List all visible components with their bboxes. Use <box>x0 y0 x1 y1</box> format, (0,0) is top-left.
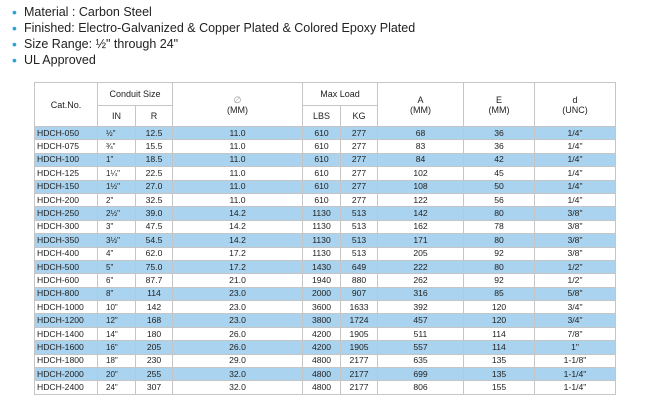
cell-cat-no: HDCH-250 <box>35 207 98 220</box>
cell-lbs: 4800 <box>303 354 341 367</box>
cell-kg: 277 <box>341 193 378 206</box>
cell-r: 230 <box>136 354 173 367</box>
bullet-icon: • <box>12 52 17 68</box>
table-row <box>35 247 616 260</box>
cell-a: 102 <box>378 167 464 180</box>
cell-r: 114 <box>136 287 173 300</box>
cell-in: 12" <box>98 314 136 327</box>
header-d-unit: (UNC) <box>562 104 588 115</box>
cell-lbs: 1130 <box>303 220 341 233</box>
cell-in: 14" <box>98 327 136 340</box>
feature-item <box>12 4 415 20</box>
cell-e: 80 <box>464 260 535 273</box>
cell-cat-no: HDCH-1000 <box>35 301 98 314</box>
cell-lbs: 3600 <box>303 301 341 314</box>
header-e-unit: (MM) <box>488 104 510 115</box>
feature-text: Material : Carbon Steel <box>24 5 152 19</box>
cell-e: 120 <box>464 314 535 327</box>
cell-lbs: 1430 <box>303 260 341 273</box>
cell-r: 205 <box>136 341 173 354</box>
cell-d: 3/8" <box>535 234 616 247</box>
feature-list <box>12 4 415 68</box>
cell-d: 1/4" <box>535 140 616 153</box>
cell-in: 1½" <box>98 180 136 193</box>
cell-a: 392 <box>378 301 464 314</box>
header-max-load: Max Load <box>303 83 378 106</box>
table-row <box>35 381 616 394</box>
cell-in: 18" <box>98 354 136 367</box>
cell-kg: 880 <box>341 274 378 287</box>
cell-lbs: 1130 <box>303 247 341 260</box>
cell-lbs: 610 <box>303 167 341 180</box>
cell-e: 80 <box>464 207 535 220</box>
cell-d: 1/4" <box>535 167 616 180</box>
table-row <box>35 274 616 287</box>
cell-a: 635 <box>378 354 464 367</box>
cell-cat-no: HDCH-200 <box>35 193 98 206</box>
cell-lbs: 610 <box>303 153 341 166</box>
cell-cat-no: HDCH-150 <box>35 180 98 193</box>
feature-item <box>12 20 415 36</box>
cell-e: 120 <box>464 301 535 314</box>
cell-d: 3/4" <box>535 314 616 327</box>
cell-lbs: 4200 <box>303 341 341 354</box>
cell-a: 68 <box>378 127 464 140</box>
cell-in: 2" <box>98 193 136 206</box>
cell-d: 1/4" <box>535 193 616 206</box>
cell-a: 84 <box>378 153 464 166</box>
cell-kg: 2177 <box>341 368 378 381</box>
header-cat-no: Cat.No. <box>35 83 98 127</box>
table-row <box>35 220 616 233</box>
diameter-unit: (MM) <box>227 104 248 115</box>
cell-in: 16" <box>98 341 136 354</box>
cell-d: 7/8" <box>535 327 616 340</box>
cell-r: 47.5 <box>136 220 173 233</box>
cell-e: 56 <box>464 193 535 206</box>
cell-r: 180 <box>136 327 173 340</box>
cell-diameter: 32.0 <box>173 368 303 381</box>
cell-d: 1-1/4" <box>535 381 616 394</box>
header-d <box>535 83 616 127</box>
cell-lbs: 610 <box>303 127 341 140</box>
cell-r: 15.5 <box>136 140 173 153</box>
spec-table-body <box>35 127 616 395</box>
cell-lbs: 610 <box>303 193 341 206</box>
cell-kg: 1905 <box>341 327 378 340</box>
cell-e: 78 <box>464 220 535 233</box>
cell-a: 122 <box>378 193 464 206</box>
header-kg: KG <box>341 106 378 127</box>
cell-r: 39.0 <box>136 207 173 220</box>
cell-diameter: 14.2 <box>173 207 303 220</box>
cell-diameter: 23.0 <box>173 287 303 300</box>
cell-a: 557 <box>378 341 464 354</box>
table-row <box>35 140 616 153</box>
cell-kg: 1905 <box>341 341 378 354</box>
cell-diameter: 11.0 <box>173 153 303 166</box>
cell-diameter: 11.0 <box>173 167 303 180</box>
cell-a: 222 <box>378 260 464 273</box>
cell-d: 3/8" <box>535 220 616 233</box>
cell-diameter: 21.0 <box>173 274 303 287</box>
cell-r: 142 <box>136 301 173 314</box>
cell-in: 24" <box>98 381 136 394</box>
cell-lbs: 3800 <box>303 314 341 327</box>
cell-r: 168 <box>136 314 173 327</box>
cell-kg: 277 <box>341 127 378 140</box>
cell-kg: 1724 <box>341 314 378 327</box>
header-conduit-size: Conduit Size <box>98 83 173 106</box>
table-row <box>35 301 616 314</box>
table-row <box>35 314 616 327</box>
cell-in: 8" <box>98 287 136 300</box>
cell-diameter: 11.0 <box>173 127 303 140</box>
cell-r: 307 <box>136 381 173 394</box>
cell-lbs: 1940 <box>303 274 341 287</box>
cell-d: 1/4" <box>535 127 616 140</box>
cell-lbs: 4800 <box>303 368 341 381</box>
bullet-icon: • <box>12 36 17 52</box>
cell-in: 10" <box>98 301 136 314</box>
cell-r: 32.5 <box>136 193 173 206</box>
cell-cat-no: HDCH-050 <box>35 127 98 140</box>
cell-diameter: 26.0 <box>173 327 303 340</box>
table-row <box>35 260 616 273</box>
cell-r: 62.0 <box>136 247 173 260</box>
cell-in: 6" <box>98 274 136 287</box>
cell-kg: 2177 <box>341 381 378 394</box>
cell-in: 2½" <box>98 207 136 220</box>
cell-d: 1/4" <box>535 153 616 166</box>
cell-diameter: 11.0 <box>173 180 303 193</box>
cell-diameter: 17.2 <box>173 260 303 273</box>
cell-d: 5/8" <box>535 287 616 300</box>
header-e <box>464 83 535 127</box>
header-in: IN <box>98 106 136 127</box>
cell-kg: 907 <box>341 287 378 300</box>
cell-r: 18.5 <box>136 153 173 166</box>
cell-cat-no: HDCH-2000 <box>35 368 98 381</box>
feature-item <box>12 52 415 68</box>
table-row <box>35 327 616 340</box>
cell-kg: 513 <box>341 220 378 233</box>
cell-d: 1-1/4" <box>535 368 616 381</box>
cell-a: 806 <box>378 381 464 394</box>
cell-a: 83 <box>378 140 464 153</box>
feature-text: Size Range: ½" through 24" <box>24 37 179 51</box>
cell-kg: 513 <box>341 247 378 260</box>
cell-e: 114 <box>464 327 535 340</box>
cell-kg: 1633 <box>341 301 378 314</box>
cell-d: 3/8" <box>535 247 616 260</box>
header-a-unit: (MM) <box>410 104 431 115</box>
feature-text: Finished: Electro-Galvanized & Copper Plated & Colored Epoxy Plated <box>24 21 416 35</box>
cell-e: 80 <box>464 234 535 247</box>
header-a-label: A <box>417 94 424 105</box>
cell-a: 162 <box>378 220 464 233</box>
cell-cat-no: HDCH-400 <box>35 247 98 260</box>
header-a <box>378 83 464 127</box>
cell-kg: 513 <box>341 234 378 247</box>
cell-r: 54.5 <box>136 234 173 247</box>
cell-in: 5" <box>98 260 136 273</box>
cell-a: 142 <box>378 207 464 220</box>
bullet-icon: • <box>12 20 17 36</box>
cell-cat-no: HDCH-2400 <box>35 381 98 394</box>
header-e-label: E <box>495 94 502 105</box>
cell-a: 171 <box>378 234 464 247</box>
header-lbs: LBS <box>303 106 341 127</box>
table-row <box>35 287 616 300</box>
cell-kg: 513 <box>341 207 378 220</box>
cell-kg: 277 <box>341 140 378 153</box>
cell-e: 50 <box>464 180 535 193</box>
cell-cat-no: HDCH-350 <box>35 234 98 247</box>
cell-cat-no: HDCH-800 <box>35 287 98 300</box>
cell-diameter: 14.2 <box>173 234 303 247</box>
cell-d: 1/4" <box>535 180 616 193</box>
cell-e: 36 <box>464 127 535 140</box>
table-row <box>35 368 616 381</box>
cell-kg: 649 <box>341 260 378 273</box>
table-row <box>35 167 616 180</box>
cell-e: 85 <box>464 287 535 300</box>
cell-cat-no: HDCH-1400 <box>35 327 98 340</box>
cell-in: 20" <box>98 368 136 381</box>
header-diameter <box>173 83 303 127</box>
cell-e: 135 <box>464 354 535 367</box>
header-d-label: d <box>572 94 578 105</box>
cell-in: 3" <box>98 220 136 233</box>
cell-in: 1" <box>98 153 136 166</box>
cell-diameter: 29.0 <box>173 354 303 367</box>
cell-a: 511 <box>378 327 464 340</box>
cell-lbs: 2000 <box>303 287 341 300</box>
cell-in: 3½" <box>98 234 136 247</box>
cell-cat-no: HDCH-1200 <box>35 314 98 327</box>
cell-cat-no: HDCH-1800 <box>35 354 98 367</box>
cell-in: 1¼" <box>98 167 136 180</box>
cell-r: 27.0 <box>136 180 173 193</box>
cell-d: 3/8" <box>535 207 616 220</box>
cell-diameter: 11.0 <box>173 140 303 153</box>
cell-e: 92 <box>464 247 535 260</box>
cell-diameter: 17.2 <box>173 247 303 260</box>
cell-e: 42 <box>464 153 535 166</box>
cell-kg: 277 <box>341 167 378 180</box>
spec-table <box>34 82 616 395</box>
cell-in: 4" <box>98 247 136 260</box>
cell-e: 45 <box>464 167 535 180</box>
table-row <box>35 153 616 166</box>
cell-lbs: 610 <box>303 180 341 193</box>
header-r: R <box>136 106 173 127</box>
cell-kg: 2177 <box>341 354 378 367</box>
cell-lbs: 4200 <box>303 327 341 340</box>
cell-d: 3/4" <box>535 301 616 314</box>
cell-lbs: 1130 <box>303 207 341 220</box>
table-row <box>35 127 616 140</box>
cell-a: 108 <box>378 180 464 193</box>
cell-diameter: 11.0 <box>173 193 303 206</box>
cell-d: 1-1/8" <box>535 354 616 367</box>
cell-in: ½" <box>98 127 136 140</box>
cell-cat-no: HDCH-600 <box>35 274 98 287</box>
bullet-icon: • <box>12 4 17 20</box>
table-row <box>35 354 616 367</box>
cell-e: 155 <box>464 381 535 394</box>
cell-r: 87.7 <box>136 274 173 287</box>
cell-d: 1/2" <box>535 274 616 287</box>
cell-diameter: 23.0 <box>173 301 303 314</box>
cell-cat-no: HDCH-100 <box>35 153 98 166</box>
cell-d: 1" <box>535 341 616 354</box>
feature-text: UL Approved <box>24 53 96 67</box>
cell-a: 262 <box>378 274 464 287</box>
cell-e: 36 <box>464 140 535 153</box>
cell-cat-no: HDCH-1600 <box>35 341 98 354</box>
cell-r: 22.5 <box>136 167 173 180</box>
diameter-symbol: ∅ <box>233 94 242 105</box>
cell-diameter: 32.0 <box>173 381 303 394</box>
table-row <box>35 193 616 206</box>
table-row <box>35 341 616 354</box>
cell-e: 114 <box>464 341 535 354</box>
feature-item <box>12 36 415 52</box>
cell-in: ¾" <box>98 140 136 153</box>
cell-d: 1/2" <box>535 260 616 273</box>
cell-e: 135 <box>464 368 535 381</box>
cell-r: 12.5 <box>136 127 173 140</box>
cell-r: 75.0 <box>136 260 173 273</box>
cell-diameter: 14.2 <box>173 220 303 233</box>
table-row <box>35 207 616 220</box>
cell-cat-no: HDCH-075 <box>35 140 98 153</box>
cell-diameter: 23.0 <box>173 314 303 327</box>
cell-a: 205 <box>378 247 464 260</box>
cell-a: 316 <box>378 287 464 300</box>
cell-r: 255 <box>136 368 173 381</box>
cell-cat-no: HDCH-125 <box>35 167 98 180</box>
cell-lbs: 1130 <box>303 234 341 247</box>
cell-kg: 277 <box>341 153 378 166</box>
cell-cat-no: HDCH-500 <box>35 260 98 273</box>
cell-cat-no: HDCH-300 <box>35 220 98 233</box>
table-row <box>35 234 616 247</box>
cell-diameter: 26.0 <box>173 341 303 354</box>
cell-a: 699 <box>378 368 464 381</box>
table-row <box>35 180 616 193</box>
cell-lbs: 610 <box>303 140 341 153</box>
cell-a: 457 <box>378 314 464 327</box>
cell-lbs: 4800 <box>303 381 341 394</box>
cell-e: 92 <box>464 274 535 287</box>
cell-kg: 277 <box>341 180 378 193</box>
